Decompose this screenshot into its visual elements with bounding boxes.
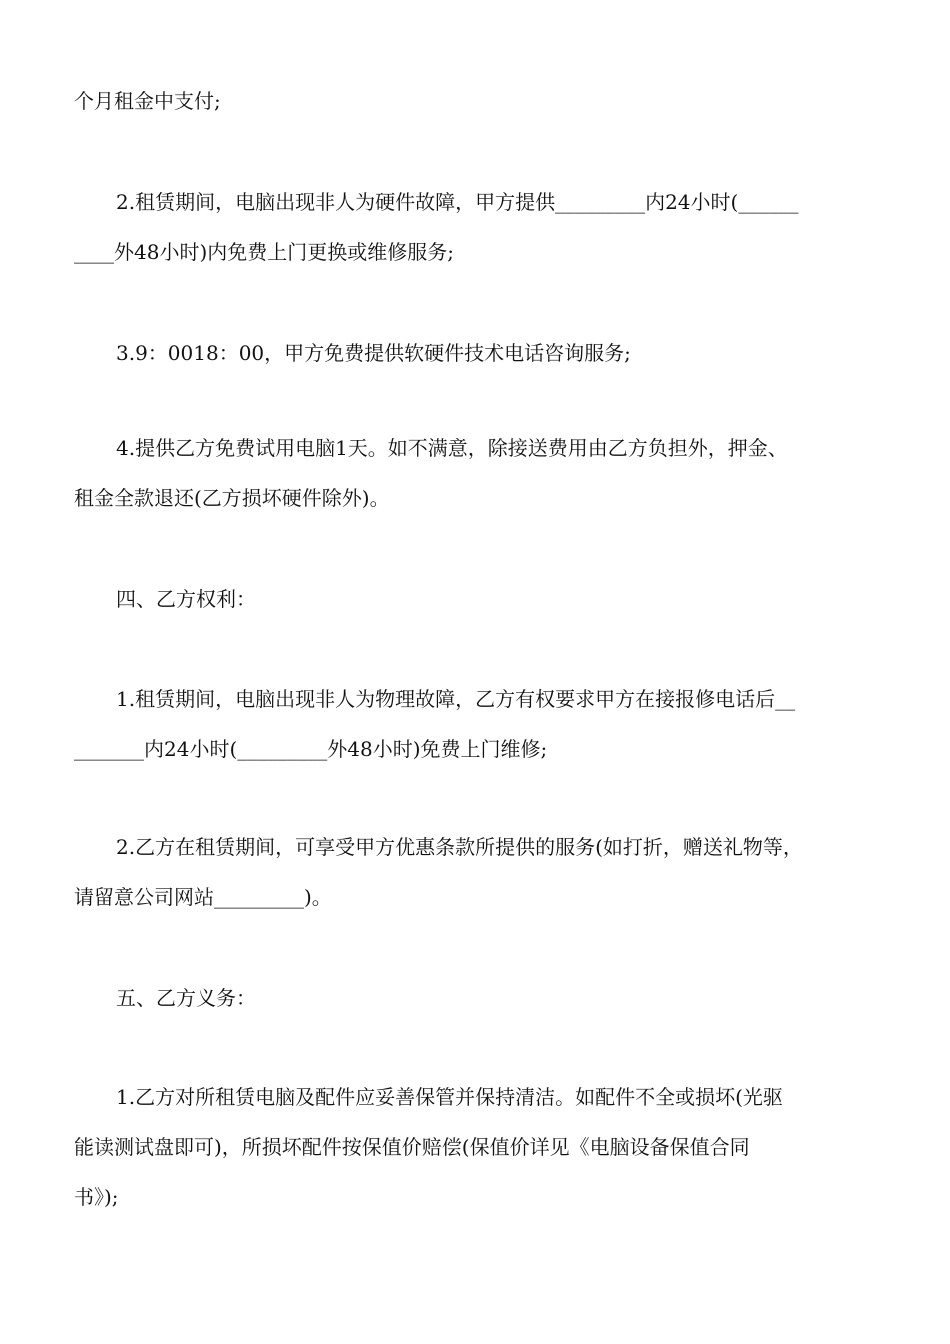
text-line: 2.租赁期间，电脑出现非人为硬件故障，甲方提供_________内24小时(______ bbox=[116, 190, 799, 214]
section-heading-obligations bbox=[74, 973, 880, 1023]
section-heading-rights bbox=[74, 574, 880, 624]
text-line: 2.乙方在租赁期间，可享受甲方优惠条款所提供的服务(如打折，赠送礼物等， bbox=[116, 835, 803, 859]
paragraph-free-trial bbox=[74, 423, 880, 523]
text-line: _______内24小时(_________外48小时)免费上门维修; bbox=[74, 737, 548, 761]
text-line: 请留意公司网站_________)。 bbox=[74, 885, 332, 909]
text-line: 个月租金中支付; bbox=[74, 89, 221, 113]
text-line: 1.租赁期间，电脑出现非人为物理故障，乙方有权要求甲方在接报修电话后__ bbox=[116, 687, 796, 711]
paragraph-phone-support bbox=[74, 328, 880, 378]
paragraph-equipment-care bbox=[74, 1072, 880, 1222]
text-line: 租金全款退还(乙方损坏硬件除外)。 bbox=[74, 486, 390, 510]
text-line: 书》); bbox=[74, 1185, 119, 1209]
paragraph-hardware-repair bbox=[74, 177, 880, 277]
text-line: 四、乙方权利： bbox=[116, 587, 256, 611]
text-line: 4.提供乙方免费试用电脑1天。如不满意，除接送费用由乙方负担外，押金、 bbox=[116, 436, 788, 460]
paragraph-discount-services bbox=[74, 822, 880, 922]
paragraph-rent-payment bbox=[74, 76, 880, 126]
text-line: 3.9：0018：00，甲方免费提供软硬件技术电话咨询服务; bbox=[116, 341, 631, 365]
text-line: ____外48小时)内免费上门更换或维修服务; bbox=[74, 240, 454, 264]
text-line: 五、乙方义务： bbox=[116, 986, 256, 1010]
text-line: 能读测试盘即可)，所损坏配件按保值价赔偿(保值价详见《电脑设备保值合同 bbox=[74, 1135, 750, 1159]
paragraph-physical-repair bbox=[74, 674, 880, 774]
text-line: 1.乙方对所租赁电脑及配件应妥善保管并保持清洁。如配件不全或损坏(光驱 bbox=[116, 1085, 783, 1109]
